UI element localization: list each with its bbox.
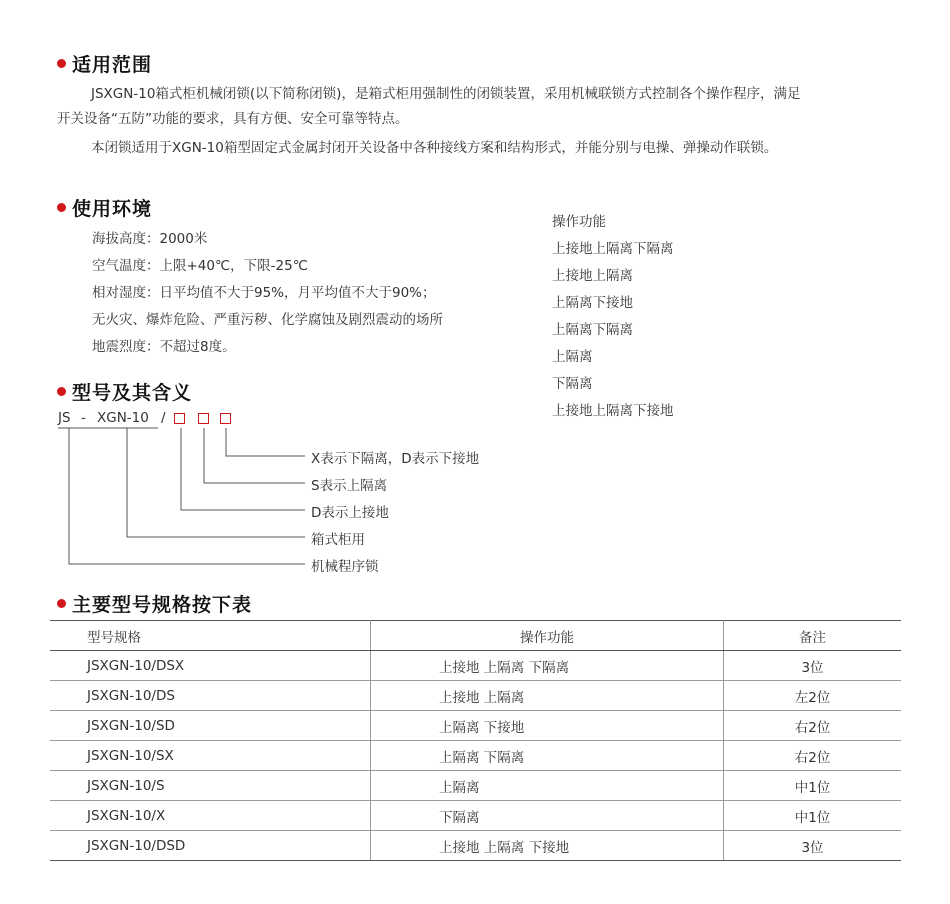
table-cell-operation: 上接地 上隔离 下隔离 [371, 651, 724, 681]
environment-item: 空气温度：上限+40℃，下限-25℃ [92, 258, 308, 274]
operation-list-heading: 操作功能 [552, 214, 606, 230]
spec-table-header-row [50, 621, 901, 651]
model-legend-item: X表示下隔离，D表示下接地 [311, 451, 480, 467]
table-cell-model: JSXGN-10/DSD [50, 831, 371, 861]
table-cell-model: JSXGN-10/S [50, 771, 371, 801]
scope-paragraph-2: 本闭锁适用于XGN-10箱型固定式金属封闭开关设备中各种接线方案和结构形式，并能分别与电操、弹操动作联锁。 [91, 140, 778, 156]
table-cell-operation: 上接地 上隔离 下接地 [371, 831, 724, 861]
operation-list-item: 上接地上隔离下隔离 [552, 241, 674, 257]
section-title-scope: 适用范围 [57, 50, 152, 77]
table-cell-remark: 中1位 [724, 801, 902, 831]
table-cell-operation: 上接地 上隔离 [371, 681, 724, 711]
operation-list-item: 上接地上隔离下接地 [552, 403, 674, 419]
spec-table-header: 操作功能 [371, 621, 724, 651]
model-legend-item: D表示上接地 [311, 505, 389, 521]
table-cell-remark: 3位 [724, 651, 902, 681]
spec-table-header: 型号规格 [50, 621, 371, 651]
spec-table [50, 620, 901, 861]
table-cell-model: JSXGN-10/SD [50, 711, 371, 741]
table-cell-model: JSXGN-10/DSX [50, 651, 371, 681]
table-row [50, 741, 901, 771]
section-title-model: 型号及其含义 [57, 378, 192, 405]
table-cell-remark: 右2位 [724, 711, 902, 741]
model-code-slash: / [161, 410, 166, 426]
table-row [50, 651, 901, 681]
section-title-environment: 使用环境 [57, 194, 152, 221]
table-row [50, 831, 901, 861]
operation-list-item: 上接地上隔离 [552, 268, 633, 284]
table-cell-model: JSXGN-10/SX [50, 741, 371, 771]
table-cell-model: JSXGN-10/X [50, 801, 371, 831]
operation-list-item: 上隔离 [552, 349, 593, 365]
operation-list-item: 上隔离下隔离 [552, 322, 633, 338]
table-cell-operation: 下隔离 [371, 801, 724, 831]
table-cell-remark: 左2位 [724, 681, 902, 711]
table-row [50, 711, 901, 741]
scope-paragraph-1-line-1: JSXGN-10箱式柜机械闭锁(以下简称闭锁)，是箱式柜用强制性的闭锁装置，采用机械联锁方式控制各个操作程序，满足 [91, 86, 801, 102]
model-code-xgn: XGN-10 [97, 410, 149, 426]
model-legend-item: 机械程序锁 [311, 559, 379, 575]
operation-list-item: 上隔离下接地 [552, 295, 633, 311]
table-cell-operation: 上隔离 [371, 771, 724, 801]
environment-item: 地震烈度：不超过8度。 [92, 339, 236, 355]
table-cell-operation: 上隔离 下隔离 [371, 741, 724, 771]
model-code-dash: - [81, 410, 86, 426]
environment-item: 无火灾、爆炸危险、严重污秽、化学腐蚀及剧烈震动的场所 [92, 312, 443, 328]
table-cell-operation: 上隔离 下接地 [371, 711, 724, 741]
table-row [50, 771, 901, 801]
model-legend-item: 箱式柜用 [311, 532, 365, 548]
section-title-spec: 主要型号规格按下表 [57, 590, 252, 617]
table-row [50, 801, 901, 831]
table-cell-remark: 右2位 [724, 741, 902, 771]
bullet-dot-icon [57, 599, 66, 608]
model-legend-item: S表示上隔离 [311, 478, 388, 494]
spec-table-header: 备注 [724, 621, 902, 651]
table-cell-model: JSXGN-10/DS [50, 681, 371, 711]
operation-list-item: 下隔离 [552, 376, 593, 392]
table-cell-remark: 3位 [724, 831, 902, 861]
model-code-js: JS [58, 410, 71, 426]
table-cell-remark: 中1位 [724, 771, 902, 801]
table-row [50, 681, 901, 711]
environment-item: 海拔高度：2000米 [92, 231, 208, 247]
scope-paragraph-1-line-2: 开关设备“五防”功能的要求，具有方便、安全可靠等特点。 [57, 111, 409, 127]
environment-item: 相对湿度：日平均值不大于95%，月平均值不大于90%； [92, 285, 436, 301]
